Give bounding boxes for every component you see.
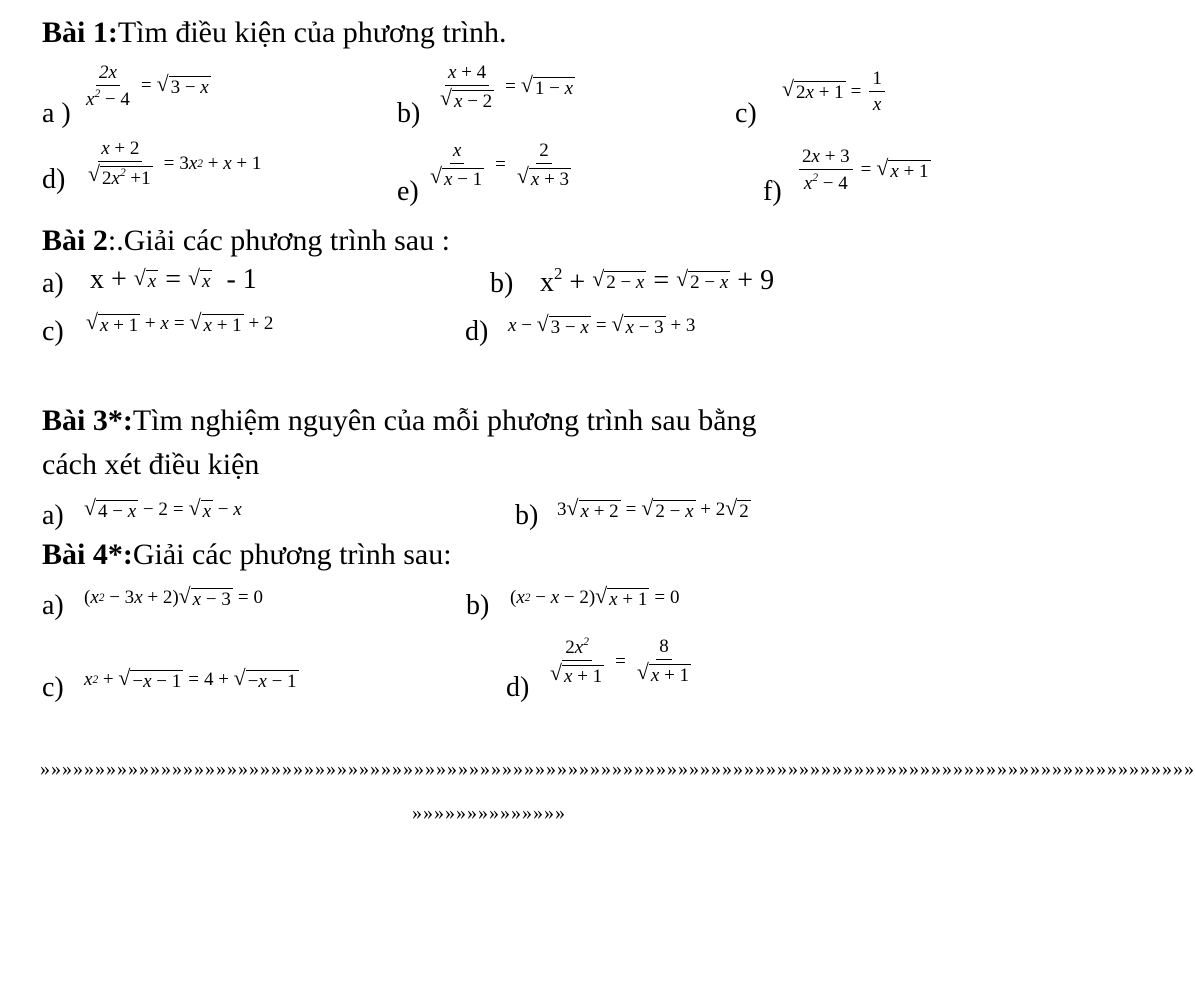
bai3-b-equation: 3 √ x + 2 = √ 2 − x + 2 √ 2 <box>557 496 749 522</box>
bai4-b-label: b) <box>466 590 490 621</box>
bai4-a-label: a) <box>42 590 64 621</box>
bai4-title-bold: Bài 4*: <box>42 538 133 571</box>
bai1-a-equation: $\frac{2x}{x^2 - 4}$ = √ 3 − x <box>86 62 209 110</box>
bai1-heading <box>42 16 507 50</box>
separator-line-2: »»»»»»»»»»»»»» <box>412 802 566 824</box>
bai2-c-equation: √ x + 1 + x = √ x + 1 + 2 <box>86 310 274 336</box>
bai4-b-equation: ( x 2 − x − 2) √ x + 1 = 0 <box>510 584 680 610</box>
bai2-d-label: d) <box>465 316 489 347</box>
bai1-a-label: a ) <box>42 98 71 129</box>
bai1-e-label: e) <box>397 176 419 207</box>
bai1-f-equation: $\frac{2x + 3}{x^2 - 4}$ = √ x + 1 <box>796 146 931 195</box>
bai3-title-text: Tìm nghiệm nguyên của mỗi phương trình sau bằng <box>132 404 757 437</box>
bai1-c-equation: √ 2x + 1 = $\frac{1}{x}$ <box>782 68 888 116</box>
bai2-title-bold: Bài 2 <box>42 224 108 257</box>
bai2-title-text: :.Giải các phương trình sau : <box>107 224 450 257</box>
bai2-b-label: b) <box>490 268 514 299</box>
bai3-heading-line2: cách xét điều kiện <box>42 448 260 481</box>
bai2-d-equation: x − √ 3 − x = √ x − 3 + 3 <box>508 312 696 338</box>
bai2-a-equation: x + √ x = √ x - 1 <box>90 264 257 295</box>
bai1-f-label: f) <box>763 176 782 207</box>
bai4-title-text: Giải các phương trình sau: <box>132 538 452 571</box>
bai1-e-equation: x √ x − 1 = 2 √ x + 3 <box>430 140 570 190</box>
bai4-d-label: d) <box>506 672 530 703</box>
bai2-a-label: a) <box>42 268 64 299</box>
bai4-d-equation: $2x^2$ √ x + 1 = 8 √ x + 1 <box>550 636 690 687</box>
bai1-title-bold: Bài 1: <box>42 16 118 49</box>
bai3-a-equation: √ 4 − x − 2 = √ x − x <box>84 496 242 522</box>
bai1-title-text: Tìm điều kiện của phương trình. <box>117 16 507 49</box>
bai1-b-equation: x + 4 √ x − 2 = √ 1 − x <box>440 62 574 112</box>
bai4-heading <box>42 538 452 572</box>
bai2-b-equation: $x^2$ + √ 2 − x = √ 2 − x + 9 <box>540 264 775 298</box>
bai3-heading <box>42 404 757 438</box>
bai4-c-label: c) <box>42 672 64 703</box>
bai2-c-label: c) <box>42 316 64 347</box>
bai3-a-label: a) <box>42 500 64 531</box>
bai2-heading <box>42 224 450 258</box>
separator-line-1: »»»»»»»»»»»»»»»»»»»»»»»»»»»»»»»»»»»»»»»»»»»»»»»»»»»»»»»»»»»»»»»»»»»»»»»»»»»»»»»»»»»»»»»»»»»»»»»»»»»»»»»»» <box>40 758 1195 780</box>
bai1-c-label: c) <box>735 98 757 129</box>
bai4-a-equation: ( x 2 − 3 x + 2) √ x − 3 = 0 <box>84 584 264 610</box>
bai3-title-bold: Bài 3*: <box>42 404 133 437</box>
bai4-c-equation: x 2 + √ −x − 1 = 4 + √ −x − 1 <box>84 666 297 692</box>
bai3-b-label: b) <box>515 500 539 531</box>
bai1-d-equation: x + 2 √ $2x^2 +1$ = 3 x 2 + x + 1 <box>88 138 262 189</box>
bai1-b-label: b) <box>397 98 421 129</box>
bai1-d-label: d) <box>42 164 66 195</box>
